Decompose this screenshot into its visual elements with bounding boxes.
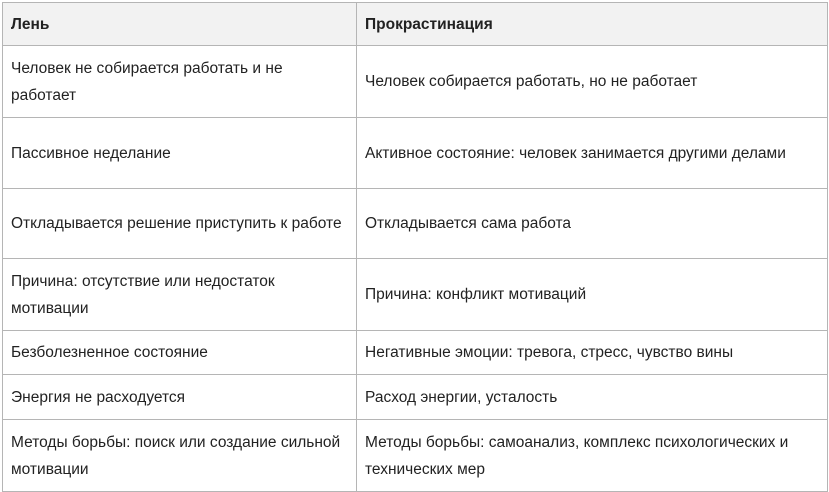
table-row [3,46,828,118]
laziness-cell: Энергия не расходуется [3,375,357,420]
procrastination-cell: Откладывается сама работа [357,189,828,259]
table-row [3,420,828,492]
header-procrastination: Прокрастинация [357,3,828,46]
comparison-table-container [2,2,827,492]
header-laziness: Лень [3,3,357,46]
procrastination-cell: Человек собирается работать, но не работает [357,46,828,118]
table-header-row [3,3,828,46]
procrastination-cell: Методы борьбы: самоанализ, комплекс психологических и технических мер [357,420,828,492]
laziness-cell: Причина: отсутствие или недостаток мотивации [3,259,357,331]
table-row [3,259,828,331]
table-row [3,189,828,259]
laziness-cell: Безболезненное состояние [3,331,357,375]
laziness-cell: Методы борьбы: поиск или создание сильной мотивации [3,420,357,492]
comparison-table [2,2,828,492]
procrastination-cell: Расход энергии, усталость [357,375,828,420]
procrastination-cell: Негативные эмоции: тревога, стресс, чувство вины [357,331,828,375]
table-row [3,331,828,375]
procrastination-cell: Активное состояние: человек занимается другими делами [357,118,828,189]
procrastination-cell: Причина: конфликт мотиваций [357,259,828,331]
laziness-cell: Пассивное неделание [3,118,357,189]
laziness-cell: Человек не собирается работать и не работает [3,46,357,118]
laziness-cell: Откладывается решение приступить к работе [3,189,357,259]
table-row [3,118,828,189]
table-row [3,375,828,420]
